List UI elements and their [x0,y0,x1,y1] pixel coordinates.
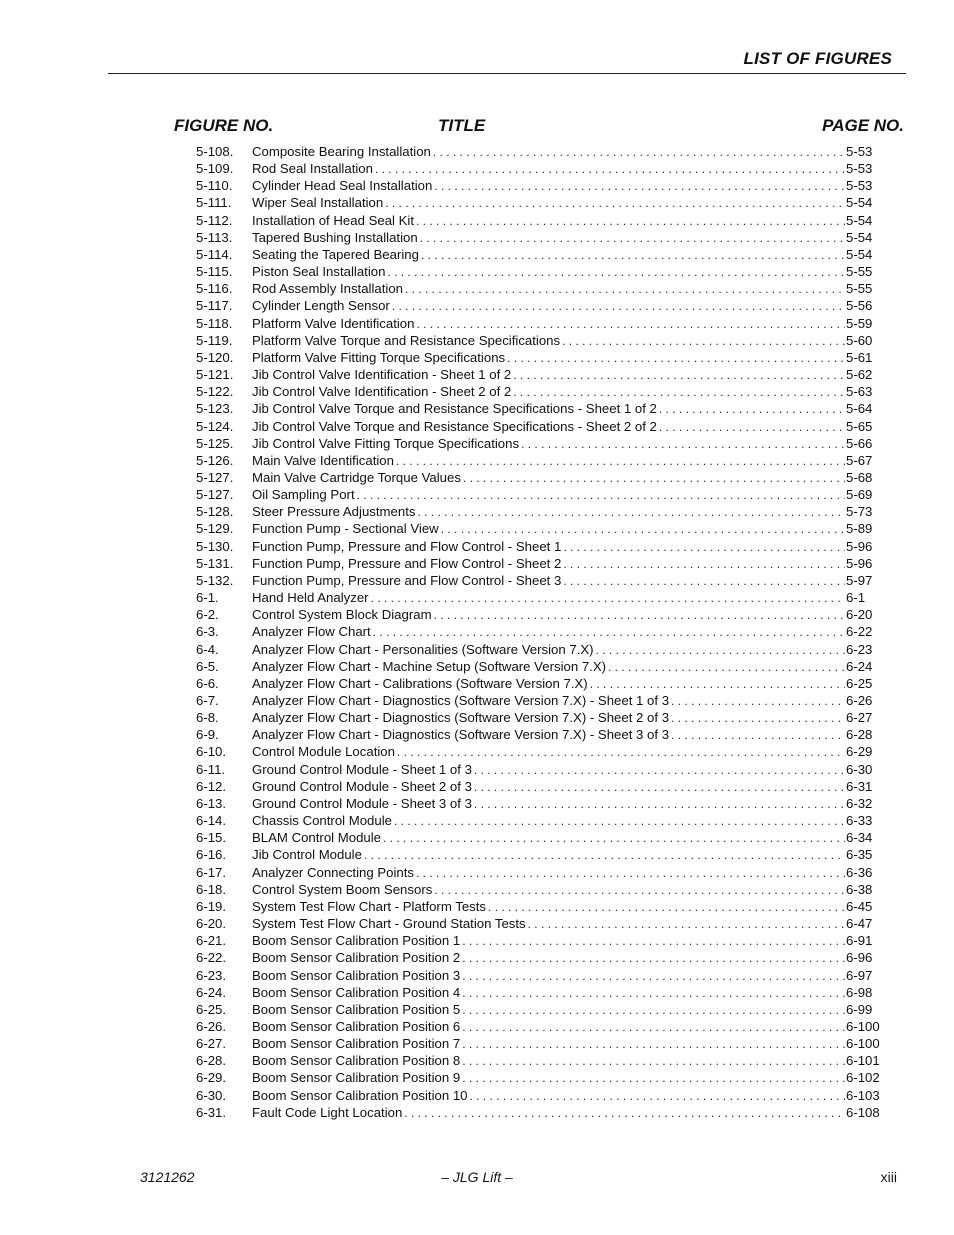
figure-page-number: 6-25 [846,675,873,691]
figure-entry[interactable] [196,177,886,194]
dot-leader [563,539,845,556]
figure-entry[interactable] [196,709,886,726]
figure-entry[interactable] [196,160,886,177]
figure-entry[interactable] [196,332,886,349]
dot-leader [462,1002,845,1019]
dot-leader [405,281,845,298]
figure-title: Platform Valve Torque and Resistance Specifications [252,332,561,348]
figure-title: Boom Sensor Calibration Position 10 [252,1087,468,1103]
dot-leader [357,487,845,504]
dot-leader [392,298,845,315]
dot-leader [462,985,845,1002]
dot-leader [563,556,845,573]
figure-title: Main Valve Identification [252,452,394,468]
figure-number: 5-126. [196,452,234,468]
dot-leader [513,384,845,401]
figure-title: Control System Boom Sensors [252,881,433,897]
figure-number: 5-131. [196,555,234,571]
figure-page-number: 6-24 [846,658,873,674]
dot-leader [416,213,845,230]
dot-leader [659,419,845,436]
figure-entry[interactable] [196,1052,886,1069]
dot-leader [521,436,845,453]
figure-page-number: 6-47 [846,916,873,932]
figure-page-number: 6-33 [846,813,873,829]
figure-page-number: 5-67 [846,452,873,468]
figure-number: 6-15. [196,830,227,846]
dot-leader [462,968,845,985]
figure-number: 6-27. [196,1036,227,1052]
figure-number: 5-124. [196,418,234,434]
figure-page-number: 6-32 [846,795,873,811]
figure-page-number: 6-91 [846,933,873,949]
figure-title: Ground Control Module - Sheet 2 of 3 [252,778,472,794]
figure-number: 5-128. [196,504,234,520]
figure-title: Ground Control Module - Sheet 1 of 3 [252,761,472,777]
dot-leader [507,350,845,367]
figure-page-number: 6-102 [846,1070,880,1086]
dot-leader [563,573,845,590]
figure-entry[interactable] [196,726,886,743]
figure-number: 6-9. [196,727,219,743]
figure-number: 6-29. [196,1070,227,1086]
figure-page-number: 6-99 [846,1001,873,1017]
figure-entry[interactable] [196,280,886,297]
figure-page-number: 6-96 [846,950,873,966]
figure-entry[interactable] [196,761,886,778]
figure-title: Wiper Seal Installation [252,195,384,211]
figure-page-number: 5-54 [846,195,873,211]
figure-entry[interactable] [196,555,886,572]
figure-title: Boom Sensor Calibration Position 7 [252,1036,461,1052]
dot-leader [671,710,845,727]
dot-leader [371,590,845,607]
figure-number: 6-26. [196,1018,227,1034]
figure-page-number: 5-53 [846,144,873,159]
figure-title: Composite Bearing Installation [252,144,431,159]
figure-entry[interactable] [196,503,886,520]
dot-leader [404,1105,845,1122]
figure-page-number: 6-30 [846,761,873,777]
figure-title: Function Pump - Sectional View [252,521,439,537]
dot-leader [420,230,845,247]
figure-title: Analyzer Flow Chart - Diagnostics (Software Version 7.X) - Sheet 1 of 3 [252,693,670,708]
figure-page-number: 6-23 [846,641,873,657]
figure-number: 6-10. [196,744,227,760]
figure-page-number: 5-73 [846,504,873,520]
figure-entry[interactable] [196,229,886,246]
figure-page-number: 5-54 [846,229,873,245]
figure-title: Analyzer Flow Chart - Calibrations (Software Version 7.X) [252,675,588,691]
figure-entry[interactable] [196,692,886,709]
figure-entry[interactable] [196,881,886,898]
figure-page-number: 5-55 [846,281,873,297]
figure-title: Cylinder Head Seal Installation [252,178,433,194]
figure-page-number: 5-55 [846,264,873,280]
figure-page-number: 6-1 [846,590,866,606]
figure-title: System Test Flow Chart - Platform Tests [252,898,487,914]
figure-title: Piston Seal Installation [252,264,386,280]
footer-page-number: xiii [880,1169,897,1185]
figure-entry[interactable] [196,246,886,263]
figure-entry[interactable] [196,606,886,623]
figure-page-number: 6-27 [846,710,873,726]
figure-number: 5-120. [196,349,234,365]
dot-leader [462,1070,845,1087]
dot-leader [528,916,845,933]
figure-title: System Test Flow Chart - Ground Station Tests [252,916,526,932]
figure-title: Function Pump, Pressure and Flow Control - Sheet 1 [252,538,562,554]
column-header-figure-no: FIGURE NO. [174,116,274,135]
figure-entry[interactable] [196,812,886,829]
figure-page-number: 6-31 [846,778,873,794]
figure-number: 6-23. [196,967,227,983]
dot-leader [373,624,845,641]
figure-number: 6-5. [196,658,219,674]
figure-page-number: 5-63 [846,384,873,400]
figure-number: 5-114. [196,246,233,262]
figure-number: 5-116. [196,281,233,297]
page-header-title: LIST OF FIGURES [743,49,892,68]
figure-entry[interactable] [196,864,886,881]
figure-entry[interactable] [196,641,886,658]
figure-title: Fault Code Light Location [252,1104,403,1120]
figure-page-number: 6-100 [846,1018,880,1034]
figure-title: Tapered Bushing Installation [252,229,418,245]
figure-title: Analyzer Flow Chart - Personalities (Software Version 7.X) [252,641,594,657]
figure-page-number: 6-108 [846,1104,880,1120]
figure-title: Boom Sensor Calibration Position 5 [252,1001,461,1017]
figure-page-number: 5-54 [846,246,873,262]
dot-leader [474,796,845,813]
figure-title: Jib Control Valve Torque and Resistance Specifications - Sheet 2 of 2 [252,418,657,434]
figure-entry[interactable] [196,743,886,760]
dot-leader [375,161,845,178]
figure-number: 5-122. [196,384,234,400]
figure-page-number: 6-26 [846,693,873,708]
figure-page-number: 6-22 [846,624,873,640]
figure-entry[interactable] [196,846,886,863]
column-header-title: TITLE [438,116,486,135]
dot-leader [396,453,845,470]
dot-leader [433,144,845,161]
figure-title: Cylinder Length Sensor [252,298,390,314]
figure-title: BLAM Control Module [252,830,382,846]
figure-entry[interactable] [196,418,886,435]
figure-title: Analyzer Connecting Points [252,864,415,880]
dot-leader [462,933,845,950]
dot-leader [394,813,845,830]
dot-leader [462,1036,845,1053]
figure-entry[interactable] [196,315,886,332]
figure-title: Analyzer Flow Chart - Diagnostics (Software Version 7.X) - Sheet 2 of 3 [252,710,670,726]
figure-entry[interactable] [196,1018,886,1035]
figure-page-number: 5-53 [846,161,873,177]
figure-entry[interactable] [196,932,886,949]
footer-publisher: – JLG Lift – [441,1169,513,1185]
figure-number: 6-31. [196,1104,227,1120]
header-rule [108,73,906,74]
figure-page-number: 5-96 [846,538,873,554]
figure-title: Jib Control Valve Identification - Sheet 1 of 2 [252,367,512,383]
figure-page-number: 6-28 [846,727,873,743]
dot-leader [463,470,845,487]
dot-leader [421,247,845,264]
figure-entry[interactable] [196,212,886,229]
figure-page-number: 6-97 [846,967,873,983]
column-header-page-no: PAGE NO. [822,116,904,135]
figure-number: 5-115. [196,264,233,280]
figure-page-number: 5-61 [846,349,873,365]
figure-title: Boom Sensor Calibration Position 9 [252,1070,461,1086]
figure-page-number: 5-65 [846,418,873,434]
figure-title: Jib Control Module [252,847,362,863]
figure-entry[interactable] [196,829,886,846]
dot-leader [474,779,845,796]
figure-page-number: 6-29 [846,744,873,760]
figure-title: Platform Valve Fitting Torque Specifications [252,349,506,365]
figure-number: 6-21. [196,933,227,949]
figure-number: 6-20. [196,916,227,932]
figure-number: 6-19. [196,898,227,914]
dot-leader [417,504,845,521]
figure-entry[interactable] [196,263,886,280]
dot-leader [441,521,845,538]
figure-title: Jib Control Valve Torque and Resistance Specifications - Sheet 1 of 2 [252,401,657,417]
figure-title: Boom Sensor Calibration Position 8 [252,1053,461,1069]
figure-title: Rod Assembly Installation [252,281,403,297]
dot-leader [470,1088,845,1105]
dot-leader [474,762,845,779]
figure-entry[interactable] [196,589,886,606]
dot-leader [671,693,845,710]
figure-number: 6-25. [196,1001,227,1017]
figure-number: 5-119. [196,332,233,348]
figure-entry[interactable] [196,915,886,932]
dot-leader [659,401,845,418]
figure-title: Chassis Control Module [252,813,392,829]
figure-page-number: 5-54 [846,212,873,228]
figure-title: Boom Sensor Calibration Position 3 [252,967,461,983]
figure-number: 5-112. [196,212,233,228]
figure-title: Platform Valve Identification [252,315,415,331]
figure-page-number: 5-96 [846,555,873,571]
figure-entry[interactable] [196,658,886,675]
figure-number: 6-28. [196,1053,227,1069]
dot-leader [434,882,845,899]
figure-title: Jib Control Valve Fitting Torque Specifications [252,435,520,451]
figure-page-number: 5-53 [846,178,873,194]
figure-number: 6-12. [196,778,227,794]
figure-entry[interactable] [196,675,886,692]
dot-leader [590,676,845,693]
figure-page-number: 6-100 [846,1036,880,1052]
figure-number: 6-18. [196,881,227,897]
figure-number: 5-130. [196,538,234,554]
figure-page-number: 6-36 [846,864,873,880]
figure-number: 5-121. [196,367,234,383]
figure-number: 6-1. [196,590,219,606]
dot-leader [397,744,845,761]
figure-page-number: 5-62 [846,367,873,383]
figure-title: Control Module Location [252,744,395,760]
figure-number: 6-30. [196,1087,227,1103]
figure-page-number: 5-60 [846,332,873,348]
figure-title: Control System Block Diagram [252,607,432,623]
figure-entry[interactable] [196,984,886,1001]
figure-entry[interactable] [196,297,886,314]
dot-leader [383,830,845,847]
figure-title: Boom Sensor Calibration Position 4 [252,984,461,1000]
figure-number: 6-22. [196,950,227,966]
footer-doc-number: 3121262 [140,1169,195,1185]
figure-title: Boom Sensor Calibration Position 1 [252,933,461,949]
figure-title: Installation of Head Seal Kit [252,212,415,228]
figure-entry[interactable] [196,538,886,555]
dot-leader [562,333,845,350]
figure-page-number: 5-68 [846,469,873,485]
figure-entry[interactable] [196,349,886,366]
figure-entry[interactable] [196,1035,886,1052]
figure-page-number: 6-38 [846,881,873,897]
figure-title: Analyzer Flow Chart [252,624,371,640]
figure-title: Seating the Tapered Bearing [252,246,419,262]
figure-entry[interactable] [196,623,886,640]
figure-title: Function Pump, Pressure and Flow Control - Sheet 3 [252,572,562,588]
dot-leader [387,264,845,281]
dot-leader [608,659,845,676]
figure-title: Oil Sampling Port [252,487,355,503]
dot-leader [462,1053,845,1070]
figure-entry[interactable] [196,967,886,984]
figure-entry[interactable] [196,1001,886,1018]
dot-leader [416,316,845,333]
figure-number: 6-6. [196,675,219,691]
figure-title: Boom Sensor Calibration Position 6 [252,1018,461,1034]
figure-number: 6-17. [196,864,227,880]
figure-entry[interactable] [196,400,886,417]
figure-title: Function Pump, Pressure and Flow Control - Sheet 2 [252,555,562,571]
dot-leader [671,727,845,744]
figure-title: Rod Seal Installation [252,161,373,177]
dot-leader [434,607,845,624]
figure-number: 5-118. [196,315,233,331]
figure-page-number: 5-64 [846,401,873,417]
figure-title: Hand Held Analyzer [252,590,369,606]
figure-number: 6-3. [196,624,219,640]
figure-number: 6-13. [196,795,227,811]
figure-entry[interactable] [196,1104,886,1121]
figure-page-number: 5-69 [846,487,873,503]
figure-number: 6-4. [196,641,219,657]
figure-title: Analyzer Flow Chart - Machine Setup (Software Version 7.X) [252,658,607,674]
figure-number: 5-117. [196,298,233,314]
figure-entry[interactable] [196,469,886,486]
figure-number: 6-2. [196,607,219,623]
figure-page-number: 6-35 [846,847,873,863]
figure-number: 5-109. [196,161,234,177]
figure-page-number: 5-56 [846,298,873,314]
figure-number: 6-14. [196,813,227,829]
figure-title: Jib Control Valve Identification - Sheet 2 of 2 [252,384,512,400]
figure-number: 5-125. [196,435,234,451]
dot-leader [596,642,845,659]
figure-entry[interactable] [196,366,886,383]
dot-leader [462,1019,845,1036]
figure-number: 6-16. [196,847,227,863]
figure-entry[interactable] [196,452,886,469]
figure-list [196,143,886,1121]
dot-leader [513,367,845,384]
figure-number: 6-24. [196,984,227,1000]
figure-entry[interactable] [196,778,886,795]
figure-entry[interactable] [196,520,886,537]
figure-number: 5-111. [196,195,232,211]
figure-title: Ground Control Module - Sheet 3 of 3 [252,795,472,811]
figure-title: Boom Sensor Calibration Position 2 [252,950,461,966]
figure-number: 5-127. [196,469,234,485]
figure-page-number: 5-59 [846,315,873,331]
figure-page-number: 6-20 [846,607,873,623]
figure-page-number: 6-98 [846,984,873,1000]
figure-number: 5-127. [196,487,234,503]
figure-number: 5-123. [196,401,234,417]
figure-title: Main Valve Cartridge Torque Values [252,469,461,485]
figure-entry[interactable] [196,949,886,966]
figure-page-number: 6-45 [846,898,873,914]
dot-leader [462,950,845,967]
figure-entry[interactable] [196,795,886,812]
figure-number: 6-7. [196,693,219,708]
figure-page-number: 6-101 [846,1053,880,1069]
figure-entry[interactable] [196,435,886,452]
figure-page-number: 5-89 [846,521,873,537]
dot-leader [488,899,845,916]
figure-number: 6-8. [196,710,219,726]
figure-page-number: 6-34 [846,830,873,846]
figure-page-number: 6-103 [846,1087,880,1103]
figure-entry[interactable] [196,194,886,211]
figure-entry[interactable] [196,898,886,915]
figure-entry[interactable] [196,486,886,503]
dot-leader [416,865,845,882]
figure-entry[interactable] [196,1087,886,1104]
figure-number: 5-132. [196,572,234,588]
figure-page-number: 5-66 [846,435,873,451]
figure-entry[interactable] [196,383,886,400]
figure-title: Analyzer Flow Chart - Diagnostics (Software Version 7.X) - Sheet 3 of 3 [252,727,670,743]
figure-number: 5-113. [196,229,233,245]
dot-leader [364,847,845,864]
dot-leader [385,195,845,212]
figure-entry[interactable] [196,1069,886,1086]
figure-number: 5-108. [196,144,234,159]
dot-leader [434,178,845,195]
figure-entry[interactable] [196,572,886,589]
figure-number: 6-11. [196,761,226,777]
figure-page-number: 5-97 [846,572,873,588]
figure-title: Steer Pressure Adjustments [252,504,416,520]
figure-entry[interactable] [196,143,886,160]
figure-number: 5-110. [196,178,233,194]
figure-number: 5-129. [196,521,234,537]
